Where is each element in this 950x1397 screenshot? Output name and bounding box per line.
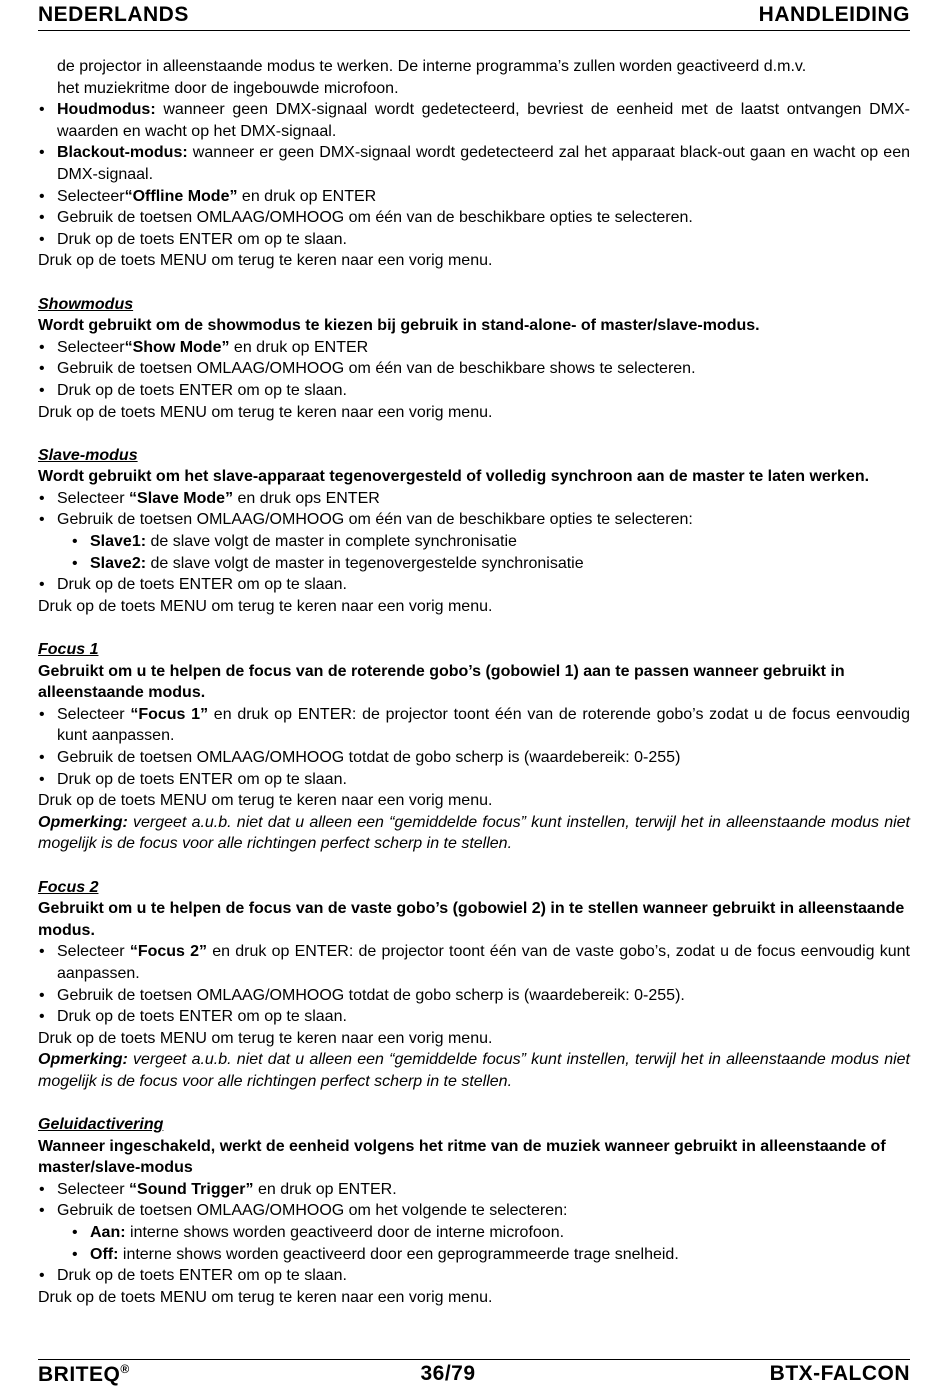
section-offline-mode <box>38 56 910 272</box>
list-item: • Blackout-modus: wanneer er geen DMX-signaal wordt gedetecteerd zal het apparaat black-out gaan en wacht op een DMX-signaal. <box>38 142 910 185</box>
sub-list-item: • Slave2: de slave volgt de master in tegenovergestelde synchronisatie <box>38 553 910 575</box>
list-item: • Gebruik de toetsen OMLAAG/OMHOOG om één van de beschikbare opties te selecteren: <box>38 509 910 531</box>
footer-model: BTX-FALCON <box>769 1362 910 1385</box>
list-item: • Druk op de toets ENTER om op te slaan. <box>38 380 910 402</box>
list-item: • Druk op de toets ENTER om op te slaan. <box>38 229 910 251</box>
header-rule <box>38 30 910 31</box>
section-sound-trigger <box>38 1114 910 1308</box>
list-item: • Gebruik de toetsen OMLAAG/OMHOOG totdat de gobo scherp is (waardebereik: 0-255) <box>38 747 910 769</box>
list-item: • Druk op de toets ENTER om op te slaan. <box>38 1006 910 1028</box>
section-title: Showmodus <box>38 295 134 313</box>
continuation-text: de projector in alleenstaande modus te werken. De interne programma’s zullen worden geactiveerd d.m.v. het muziekritme door de ingebouwde microfoon. <box>57 58 807 97</box>
page-footer <box>38 1362 910 1390</box>
list-item: • Gebruik de toetsen OMLAAG/OMHOOG om één van de beschikbare opties te selecteren. <box>38 207 910 229</box>
list-item: • Gebruik de toetsen OMLAAG/OMHOOG om het volgende te selecteren: <box>38 1200 910 1222</box>
menu-instruction: Druk op de toets MENU om terug te keren naar een vorig menu. <box>38 403 493 421</box>
list-item: • Selecteer “Slave Mode” en druk ops ENTER <box>38 488 910 510</box>
sub-list-item: • Off: interne shows worden geactiveerd door een geprogrammeerde trage snelheid. <box>38 1244 910 1266</box>
page-content <box>38 56 910 1308</box>
note: Opmerking: vergeet a.u.b. niet dat u alleen een “gemiddelde focus” kunt instellen, terwijl het in alleenstaande modus niet mogelijk is de focus voor alle richtingen perfect scherp in te stellen. <box>38 1051 910 1090</box>
header-language: NEDERLANDS <box>38 3 189 26</box>
section-slave-mode <box>38 445 910 618</box>
section-description: Gebruikt om u te helpen de focus van de roterende gobo’s (gobowiel 1) aan te passen wanneer gebruikt in alleenstaande modus. <box>38 662 845 702</box>
menu-instruction: Druk op de toets MENU om terug te keren naar een vorig menu. <box>38 1288 493 1306</box>
list-item: • Druk op de toets ENTER om op te slaan. <box>38 1265 910 1287</box>
section-description: Wordt gebruikt om de showmodus te kiezen bij gebruik in stand-alone- of master/slave-modus. <box>38 317 760 335</box>
note: Opmerking: vergeet a.u.b. niet dat u alleen een “gemiddelde focus” kunt instellen, terwijl het in alleenstaande modus niet mogelijk is de focus voor alle richtingen perfect scherp in te stellen. <box>38 813 910 853</box>
header-doc-type: HANDLEIDING <box>758 3 910 26</box>
list-item: • Druk op de toets ENTER om op te slaan. <box>38 574 910 596</box>
list-item: • Selecteer “Sound Trigger” en druk op ENTER. <box>38 1179 910 1201</box>
page-header <box>38 2 910 28</box>
section-title: Focus 2 <box>38 878 99 896</box>
list-item: • Gebruik de toetsen OMLAAG/OMHOOG om één van de beschikbare shows te selecteren. <box>38 358 910 380</box>
menu-instruction: Druk op de toets MENU om terug te keren naar een vorig menu. <box>38 792 493 810</box>
menu-instruction: Druk op de toets MENU om terug te keren naar een vorig menu. <box>38 597 493 615</box>
sub-list-item: • Aan: interne shows worden geactiveerd door de interne microfoon. <box>38 1222 910 1244</box>
footer-rule <box>38 1359 910 1360</box>
list-item: • Selecteer“Show Mode” en druk op ENTER <box>38 337 910 359</box>
list-item: • Selecteer“Offline Mode” en druk op ENTER <box>38 186 910 208</box>
section-description: Gebruikt om u te helpen de focus van de vaste gobo’s (gobowiel 2) in te stellen wanneer gebruikt in alleenstaande modus. <box>38 900 905 939</box>
section-description: Wordt gebruikt om het slave-apparaat tegenovergesteld of volledig synchroon aan de master te laten werken. <box>38 468 870 486</box>
page-number: 36/79 <box>420 1362 476 1385</box>
section-focus-1 <box>38 639 910 855</box>
menu-instruction: Druk op de toets MENU om terug te keren naar een vorig menu. <box>38 252 493 270</box>
list-item: • Gebruik de toetsen OMLAAG/OMHOOG totdat de gobo scherp is (waardebereik: 0-255). <box>38 985 910 1007</box>
sub-list-item: • Slave1: de slave volgt de master in complete synchronisatie <box>38 531 910 553</box>
section-focus-2 <box>38 877 910 1093</box>
list-item: • Selecteer “Focus 2” en druk op ENTER: de projector toont één van de vaste gobo’s, zodat u de focus eenvoudig kunt aanpassen. <box>38 941 910 984</box>
section-description: Wanneer ingeschakeld, werkt de eenheid volgens het ritme van de muziek wanneer gebruikt in alleenstaande of master/slave-modus <box>38 1137 886 1177</box>
menu-instruction: Druk op de toets MENU om terug te keren naar een vorig menu. <box>38 1029 493 1047</box>
section-title: Slave-modus <box>38 446 138 464</box>
section-title: Focus 1 <box>38 641 99 659</box>
list-item: • Houdmodus: wanneer geen DMX-signaal wordt gedetecteerd, bevriest de eenheid met de laatst ontvangen DMX-waarden en wacht op het DMX-signaal. <box>38 99 910 142</box>
footer-brand: BRITEQ® <box>38 1362 130 1386</box>
section-title: Geluidactivering <box>38 1116 164 1134</box>
section-show-mode <box>38 294 910 424</box>
list-item: • Selecteer “Focus 1” en druk op ENTER: de projector toont één van de roterende gobo’s zodat u de focus eenvoudig kunt aanpassen. <box>38 704 910 747</box>
list-item: • Druk op de toets ENTER om op te slaan. <box>38 769 910 791</box>
